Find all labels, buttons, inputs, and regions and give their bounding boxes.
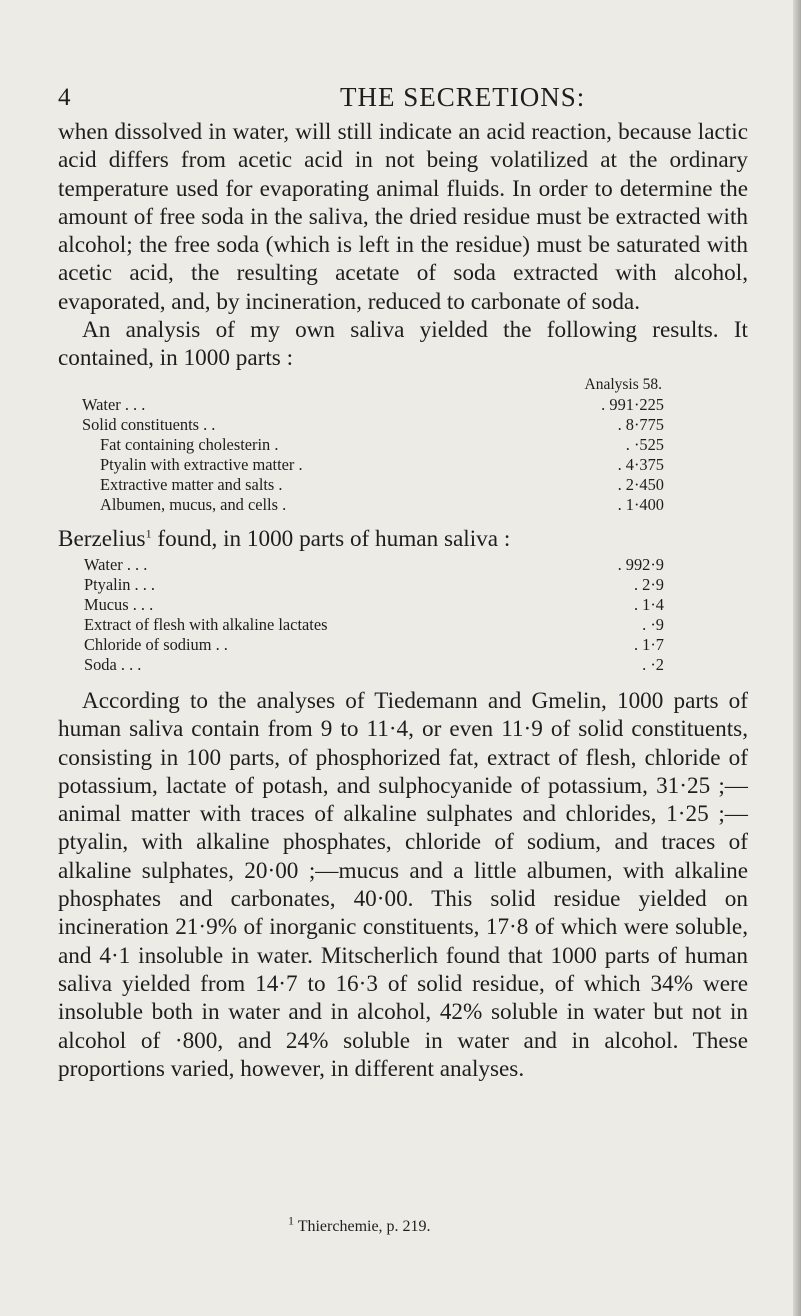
page-edge-shadow: [793, 0, 801, 1316]
row-value: . 992·9: [617, 554, 664, 574]
row-value: . ·525: [625, 434, 664, 454]
table-row: [82, 415, 664, 435]
page-header: [0, 76, 801, 116]
row-label: Chloride of sodium . .: [84, 634, 228, 654]
row-value: . 1·400: [617, 494, 664, 514]
row-label: Mucus . . .: [84, 594, 154, 614]
footnote: [288, 1213, 431, 1236]
paragraph-4: According to the analyses of Tiedemann and Gmelin, 1000 parts of human saliva contain from 9 to 11·4, or even 11·9 of solid constituents, consisting in 100 parts, of phosphorized fat, extract of flesh, chloride of potassium, lactate of potash, and sulphocyanide of potassium, 31·25 ;—animal matter with traces of alkaline sulphates and chlorides, 1·25 ;—ptyalin, with alkaline phosphates, chloride of sodium, and traces of alkaline sulphates, 20·00 ;—mucus and a little albumen, with alkaline phosphates and carbonates, 40·00. This solid residue yielded on incineration 21·9% of inorganic constituents, 17·8 of which were soluble, and 4·1 insoluble in water. Mitscherlich found that 1000 parts of human saliva yielded from 14·7 to 16·3 of solid residue, of which 34% were insoluble both in water and in alcohol, 42% soluble in water but not in alcohol of ·800, and 24% soluble in water and in alcohol. These proportions varied, however, in different analyses.: [58, 687, 748, 1082]
row-label: Water . . .: [82, 394, 146, 414]
row-value: . 4·375: [617, 454, 664, 474]
row-label: Ptyalin . . .: [84, 574, 156, 594]
footnote-text: Thierchemie, p. 219.: [294, 1218, 431, 1235]
table-row: [84, 615, 664, 635]
table-row: [82, 435, 664, 455]
table-row: [84, 575, 664, 595]
footnote-mark: 1: [288, 1213, 294, 1228]
table-row: [84, 595, 664, 615]
table-row: [84, 655, 664, 675]
analysis-table: [82, 375, 664, 515]
berzelius-table: [84, 555, 664, 675]
row-value: . 8·775: [617, 414, 664, 434]
row-label: Fat containing cholesterin .: [100, 434, 279, 454]
row-value: . ·2: [642, 654, 664, 674]
paragraph-3: [58, 525, 748, 553]
row-value: . 1·7: [633, 634, 664, 654]
row-label: Albumen, mucus, and cells .: [100, 494, 287, 514]
row-value: . 1·4: [633, 594, 664, 614]
row-value: . ·9: [642, 614, 664, 634]
table-row: [82, 395, 664, 415]
row-value: . 2·450: [617, 474, 664, 494]
table-caption: Analysis 58.: [584, 375, 662, 393]
row-label: Soda . . .: [84, 654, 142, 674]
row-label: Water . . .: [84, 554, 148, 574]
page-body: [58, 118, 748, 1083]
table-row: [82, 475, 664, 495]
page-number: 4: [58, 84, 71, 111]
row-label: Solid constituents . .: [82, 414, 216, 434]
table-row: [82, 495, 664, 515]
paragraph-2: An analysis of my own saliva yielded the following results. It contained, in 1000 parts :: [58, 317, 748, 372]
row-label: Ptyalin with extractive matter .: [100, 454, 303, 474]
running-head: THE SECRETIONS:: [340, 82, 586, 112]
berzelius-text-rest: found, in 1000 parts of human saliva :: [151, 525, 511, 552]
row-value: . 991·225: [601, 394, 664, 414]
table-row: [84, 555, 664, 575]
footnote-reference: 1: [145, 525, 152, 540]
table-row: [82, 455, 664, 475]
berzelius-text: Berzelius: [58, 525, 146, 552]
row-value: . 2·9: [633, 574, 664, 594]
row-label: Extract of flesh with alkaline lactates: [84, 614, 328, 634]
paragraph-1: when dissolved in water, will still indicate an acid reaction, because lactic acid differs from acetic acid in not being volatilized at the ordinary temperature used for evaporating animal fluids. In order to determine the amount of free soda in the saliva, the dried residue must be extracted with alcohol; the free soda (which is left in the residue) must be saturated with acetic acid, the resulting acetate of soda extracted with alcohol, evaporated, and, by incineration, reduced to carbonate of soda.: [58, 119, 748, 315]
row-label: Extractive matter and salts .: [100, 474, 283, 494]
table-row: [84, 635, 664, 655]
